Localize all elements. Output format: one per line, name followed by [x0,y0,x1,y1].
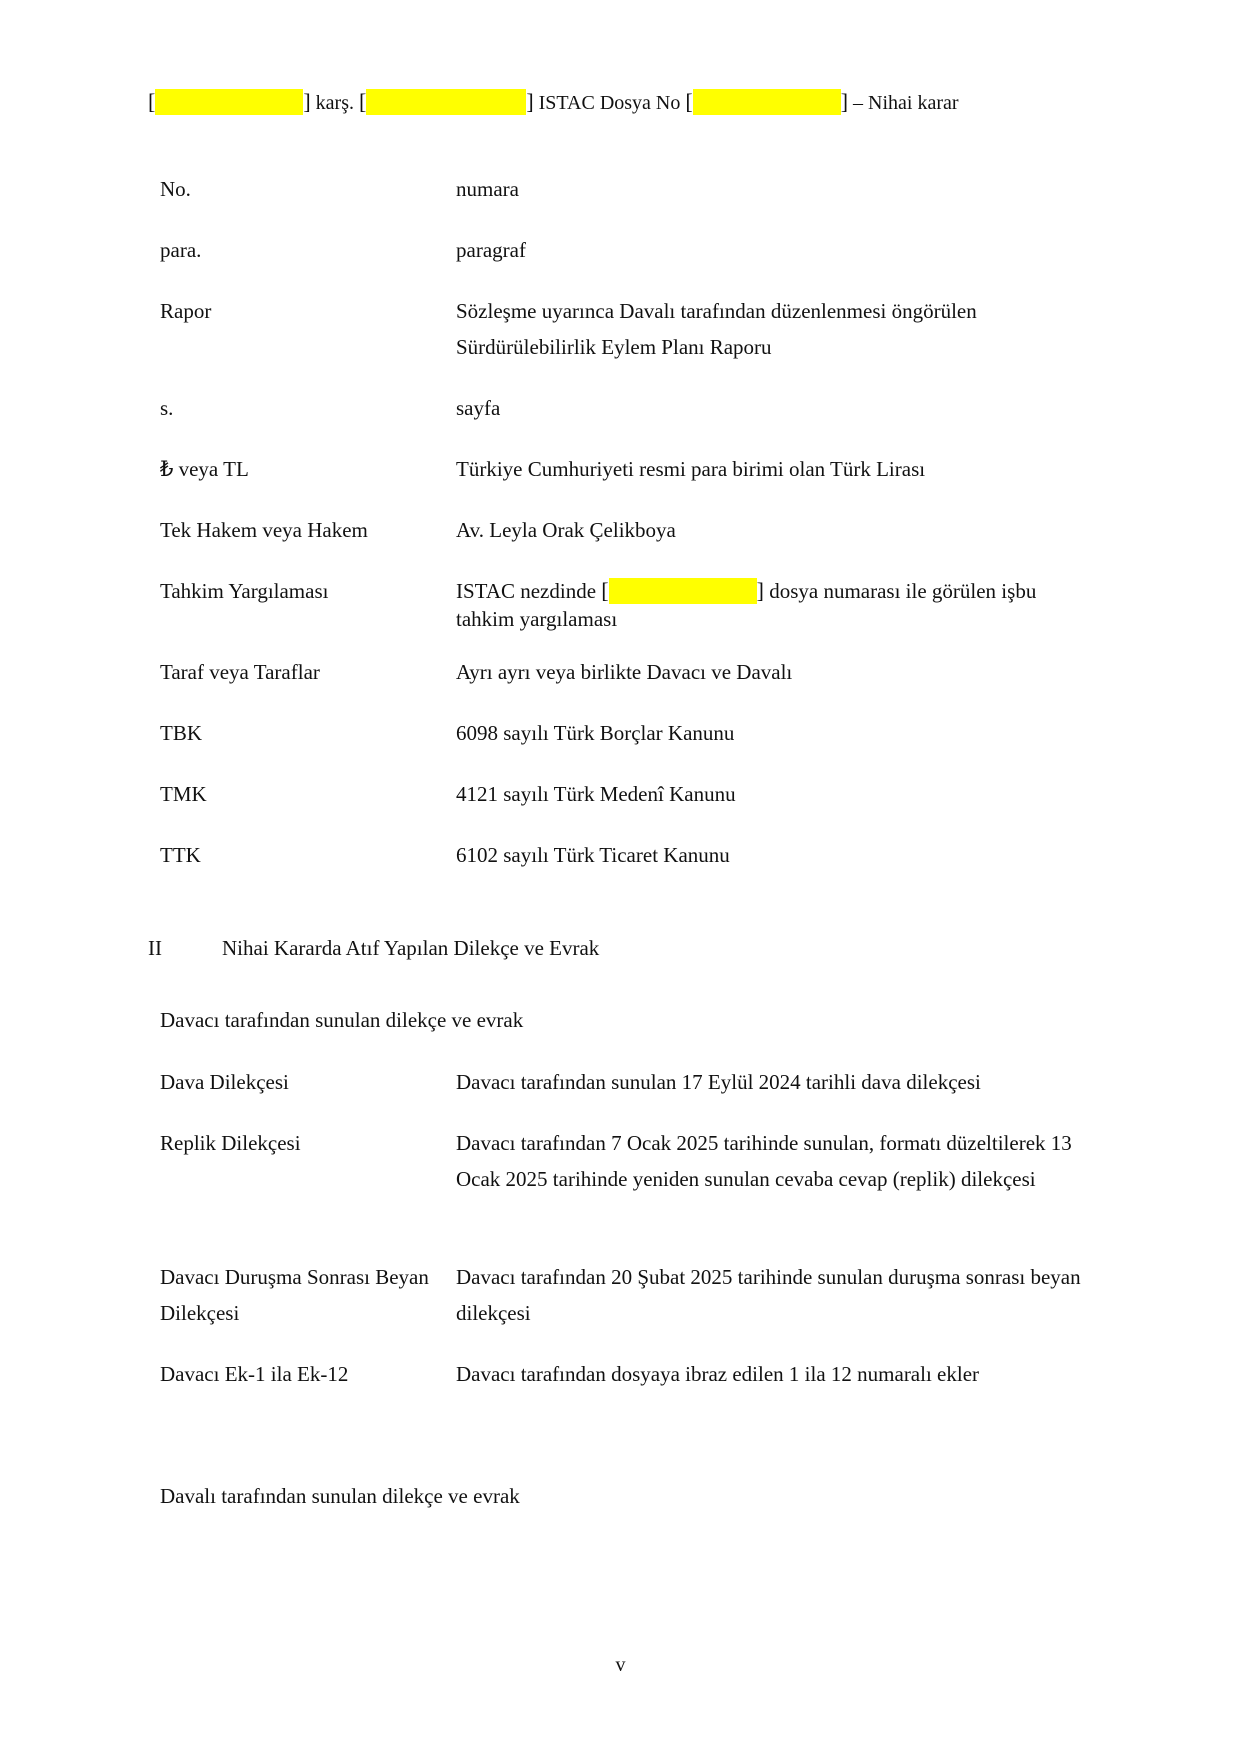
definition-text: ISTAC nezdinde [456,579,597,603]
document-definition: Davacı tarafından 7 Ocak 2025 tarihinde sunulan, formatı düzeltilerek 13 Ocak 2025 tarihinde yeniden sunulan cevaba cevap (replik) dilekçesi [456,1131,1072,1191]
abbreviation-term: ₺ veya TL [160,457,249,481]
document-definition: Davacı tarafından sunulan 17 Eylül 2024 tarihli dava dilekçesi [456,1070,981,1094]
redaction-highlight [693,89,841,115]
abbreviation-definition: Sözleşme uyarınca Davalı tarafından düzenlenmesi öngörülen Sürdürülebilirlik Eylem Planı Raporu [456,299,977,359]
abbreviation-definition: paragraf [456,238,526,262]
bracket-close: ] [840,89,849,114]
abbreviation-definition: Ayrı ayrı veya birlikte Davacı ve Davalı [456,660,793,684]
redaction-highlight [155,89,303,115]
bracket-close: ] [756,578,764,603]
abbreviation-definition: 4121 sayılı Türk Medenî Kanunu [456,782,736,806]
bracket-open: [ [148,89,156,114]
abbreviation-term: para. [160,238,202,262]
abbreviation-definition: Türkiye Cumhuriyeti resmi para birimi olan Türk Lirası [456,457,926,481]
section-title: Nihai Kararda Atıf Yapılan Dilekçe ve Evrak [222,936,600,960]
abbreviation-term: TMK [160,782,207,806]
bracket-open: [ [601,578,609,603]
abbreviation-term: Rapor [160,299,212,323]
page-number: v [615,1654,626,1676]
abbreviation-term: TTK [160,843,201,867]
abbreviation-definition: Av. Leyla Orak Çelikboya [456,518,676,542]
abbreviation-definition: sayfa [456,396,501,420]
document-term: Davacı Duruşma Sonrası Beyan Dilekçesi [160,1265,429,1325]
abbreviation-definition: 6098 sayılı Türk Borçlar Kanunu [456,721,735,745]
abbreviation-term: Tahkim Yargılaması [160,579,329,603]
abbreviation-term: No. [160,177,191,201]
abbreviation-definition [456,577,1096,633]
abbreviation-definition: 6102 sayılı Türk Ticaret Kanunu [456,843,730,867]
redaction-highlight [609,578,757,604]
section-heading [148,930,599,966]
definition-text: dosya numarası ile görülen işbu tahkim yargılaması [456,579,1037,631]
bracket-close: ] [303,89,311,114]
document-term: Davacı Ek-1 ila Ek-12 [160,1362,349,1386]
abbreviation-term: Tek Hakem veya Hakem [160,518,368,542]
bracket-open: [ [358,89,367,114]
section-number: II [148,936,162,960]
versus-text: karş. [315,92,354,114]
document-term: Dava Dilekçesi [160,1070,289,1094]
document-definition: Davacı tarafından 20 Şubat 2025 tarihinde sunulan duruşma sonrası beyan dilekçesi [456,1265,1081,1325]
document-definition: Davacı tarafından dosyaya ibraz edilen 1 ila 12 numaralı ekler [456,1362,980,1386]
claimant-heading: Davacı tarafından sunulan dilekçe ve evrak [160,1008,524,1032]
abbreviation-term: Taraf veya Taraflar [160,660,320,684]
abbreviation-definition: numara [456,177,519,201]
header-suffix: – Nihai karar [853,92,959,114]
document-term: Replik Dilekçesi [160,1131,301,1155]
abbreviation-term: s. [160,396,174,420]
file-number-label: ISTAC Dosya No [538,92,681,114]
running-header [148,88,959,117]
bracket-open: [ [685,89,693,114]
redaction-highlight [366,89,526,115]
abbreviation-term: TBK [160,721,202,745]
bracket-close: ] [526,89,534,114]
respondent-heading: Davalı tarafından sunulan dilekçe ve evrak [160,1484,520,1508]
